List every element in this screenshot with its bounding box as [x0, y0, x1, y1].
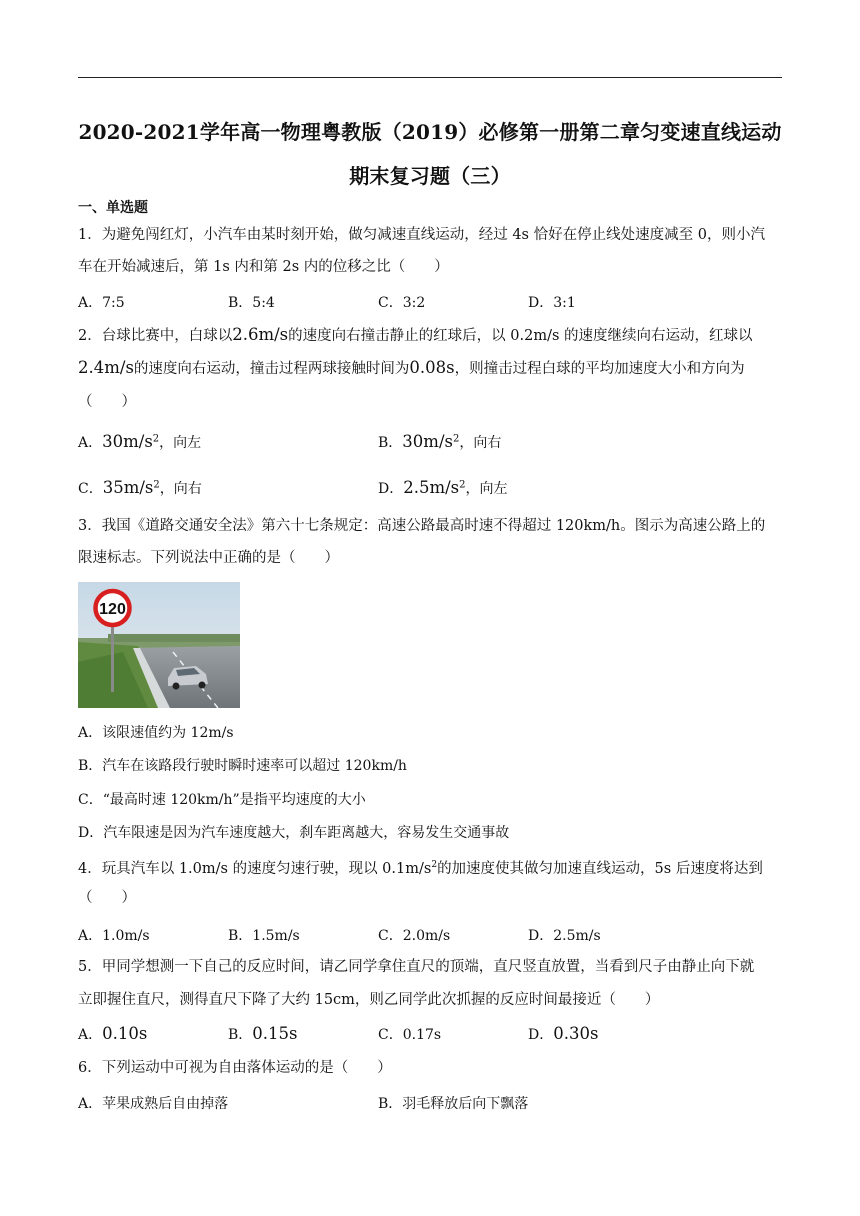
- question-2-line-3: （ ）: [78, 394, 136, 410]
- question-2-value-time: 0.08s: [409, 358, 455, 377]
- question-3-option-d: D．汽车限速是因为汽车速度越大，刹车距离越大，容易发生交通事故: [78, 825, 510, 841]
- question-3-option-a: A．该限速值约为 12m/s: [78, 725, 234, 741]
- question-2-option-d: D．$2.5m/s^2$，向左: [378, 478, 508, 497]
- speed-limit-photo: [78, 582, 240, 708]
- question-3-line-2: 限速标志。下列说法中正确的是（ ）: [78, 550, 339, 566]
- question-1-option-b: B．5:4: [228, 295, 275, 311]
- question-6-option-a: A．苹果成熟后自由掉落: [78, 1096, 229, 1112]
- question-3-line-1: 3．我国《道路交通安全法》第六十七条规定：高速公路最高时速不得超过 120km/h。图示为高速公路上的: [78, 518, 766, 534]
- speed-sign-text: 120: [99, 601, 126, 618]
- question-5-option-d: D．0.30s: [528, 1024, 599, 1043]
- question-6-line-1: 6．下列运动中可视为自由落体运动的是（ ）: [78, 1060, 392, 1076]
- question-6-option-b: B．羽毛释放后向下飘落: [378, 1096, 529, 1112]
- question-5-line-1: 5．甲同学想测一下自己的反应时间，请乙同学拿住直尺的顶端，直尺竖直放置，当看到尺子由静止向下就: [78, 959, 755, 975]
- question-4-option-a: A．1.0m/s: [78, 928, 150, 944]
- question-2-text-c: 的速度向右运动，撞击过程两球接触时间为: [133, 361, 410, 377]
- question-2-option-a: A．$30m/s^2$，向左: [78, 432, 202, 451]
- question-5-line-2: 立即握住直尺，测得直尺下降了大约 15cm，则乙同学此次抓握的反应时间最接近（ ）: [78, 992, 660, 1008]
- question-4-option-b: B．1.5m/s: [228, 928, 300, 944]
- header-rule: [78, 77, 782, 78]
- document-subtitle: 期末复习题（三）: [349, 164, 511, 188]
- question-2-option-c: C．$35m/s^2$，向右: [78, 478, 202, 497]
- question-2-text-d: ，则撞击过程白球的平均加速度大小和方向为: [454, 361, 745, 377]
- question-2-line-1: [78, 325, 753, 346]
- document-title: 2020-2021学年高一物理粤教版（2019）必修第一册第二章匀变速直线运动: [78, 120, 782, 144]
- question-1-line-2: 车在开始减速后，第 1s 内和第 2s 内的位移之比（ ）: [78, 259, 449, 275]
- question-4-line-1: 4．玩具汽车以 1.0m/s 的速度匀速行驶，现以 $0.1m/s^2$的加速度使其做匀加速直线运动，5s 后速度将达到: [78, 860, 763, 877]
- question-2-line-2: [78, 358, 745, 379]
- question-2-option-b: B．$30m/s^2$，向右: [378, 432, 502, 451]
- question-5-option-b: B．0.15s: [228, 1024, 298, 1043]
- question-1-line-1: 1．为避免闯红灯，小汽车由某时刻开始，做匀减速直线运动，经过 4s 恰好在停止线处速度减至 0，则小汽: [78, 227, 765, 243]
- question-5-option-c: C．0.17s: [378, 1027, 442, 1043]
- question-1-option-c: C．3:2: [378, 295, 426, 311]
- question-2-text-a: 2．台球比赛中，白球以: [78, 328, 233, 344]
- question-2-value-red-speed: 2.4m/s: [78, 358, 134, 377]
- question-2-value-initial-speed: 2.6m/s: [232, 325, 289, 344]
- question-2-text-b: 的速度向右撞击静止的红球后，以 0.2m/s 的速度继续向右运动，红球以: [288, 328, 753, 344]
- question-3-option-b: B．汽车在该路段行驶时瞬时速率可以超过 120km/h: [78, 758, 407, 774]
- question-4-option-c: C．2.0m/s: [378, 928, 451, 944]
- section-heading: 一、单选题: [78, 200, 148, 216]
- question-4-option-d: D．2.5m/s: [528, 928, 601, 944]
- question-3-option-c: C．“最高时速 120km/h”是指平均速度的大小: [78, 792, 366, 808]
- question-4-line-2: （ ）: [78, 890, 136, 906]
- question-1-option-d: D．3:1: [528, 295, 576, 311]
- question-5-option-a: A．0.10s: [78, 1024, 148, 1043]
- question-1-option-a: A．7:5: [78, 295, 125, 311]
